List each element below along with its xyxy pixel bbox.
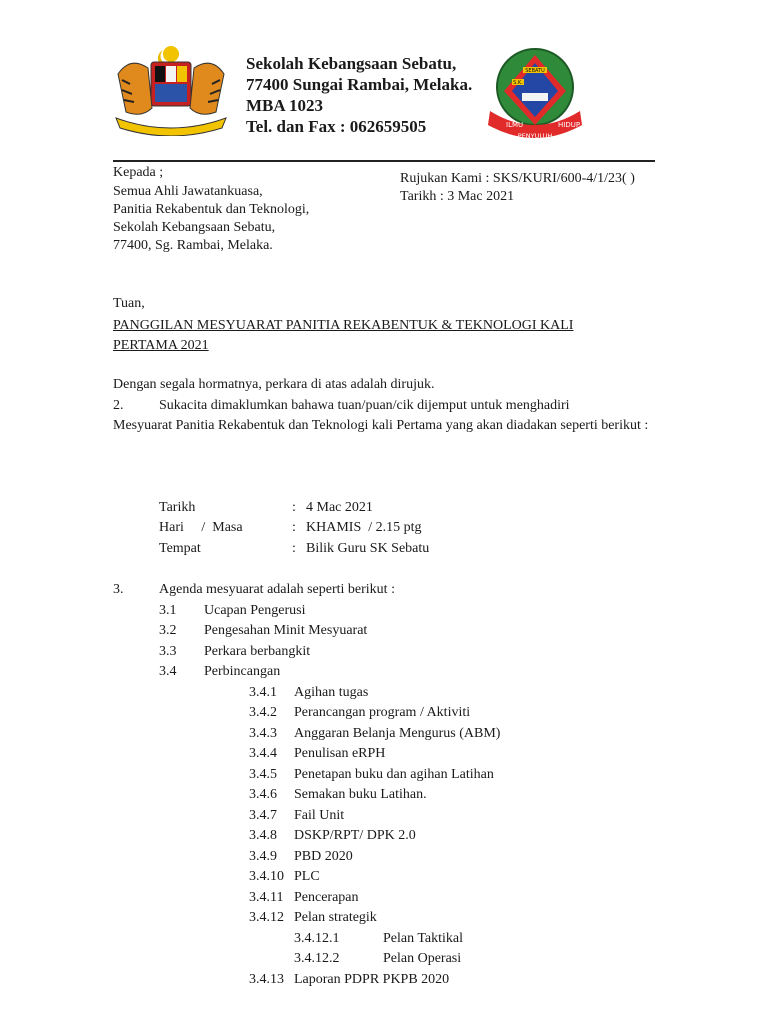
detail-value-day-time: KHAMIS / 2.15 ptg <box>306 520 422 535</box>
subitem-number: 3.4.2 <box>249 705 277 720</box>
subitem-text: Agihan tugas <box>294 685 369 700</box>
subitem-number: 3.4.12 <box>249 910 284 925</box>
reference-number: Rujukan Kami : SKS/KURI/600-4/1/23( ) <box>400 171 635 186</box>
subsubitem-number: 3.4.12.1 <box>294 931 340 946</box>
header-divider <box>113 160 655 162</box>
subitem-number: 3.4.7 <box>249 808 277 823</box>
subitem-text: Pencerapan <box>294 890 359 905</box>
paragraph-2-rest: Mesyuarat Panitia Rekabentuk dan Teknologi kali Pertama yang akan diadakan seperti berikut : <box>113 418 649 433</box>
subsubitem-text: Pelan Operasi <box>383 951 462 966</box>
paragraph-2-first-line: Sukacita dimaklumkan bahawa tuan/puan/cik dijemput untuk menghadiri <box>159 398 570 413</box>
school-phone: Tel. dan Fax : 062659505 <box>246 117 427 136</box>
agenda-item-number: 3.2 <box>159 623 177 638</box>
recipient-line2: Semua Ahli Jawatankuasa, <box>113 184 263 199</box>
recipient-line5: 77400, Sg. Rambai, Melaka. <box>113 238 273 253</box>
agenda-item-text: Pengesahan Minit Mesyuarat <box>204 623 368 638</box>
salutation: Tuan, <box>113 296 145 311</box>
school-badge-logo <box>484 45 586 145</box>
subitem-text: PLC <box>294 869 320 884</box>
subitem-text: Penulisan eRPH <box>294 746 386 761</box>
subitem-text: Pelan strategik <box>294 910 377 925</box>
badge-sk-text: S.K. <box>513 80 523 86</box>
subitem-text: Laporan PDPR PKPB 2020 <box>294 972 450 987</box>
subitem-text: Perancangan program / Aktiviti <box>294 705 471 720</box>
school-code: MBA 1023 <box>246 96 323 115</box>
subitem-number: 3.4.5 <box>249 767 277 782</box>
subitem-number: 3.4.8 <box>249 828 277 843</box>
agenda-intro: Agenda mesyuarat adalah seperti berikut : <box>159 582 395 597</box>
detail-label-date: Tarikh <box>159 500 196 515</box>
subitem-number: 3.4.4 <box>249 746 277 761</box>
agenda-item-text: Ucapan Pengerusi <box>204 603 306 618</box>
subitem-text: Fail Unit <box>294 808 345 823</box>
detail-sep-place: : <box>292 541 296 556</box>
subitem-number: 3.4.10 <box>249 869 284 884</box>
agenda-number: 3. <box>113 582 124 597</box>
subject-line2: PERTAMA 2021 <box>113 338 209 353</box>
subitem-text: Semakan buku Latihan. <box>294 787 427 802</box>
agenda-item-number: 3.3 <box>159 644 177 659</box>
detail-value-place: Bilik Guru SK Sebatu <box>306 541 430 556</box>
badge-band-left: ILMU <box>506 121 524 129</box>
subitem-text: Penetapan buku dan agihan Latihan <box>294 767 494 782</box>
school-address: 77400 Sungai Rambai, Melaka. <box>246 75 473 94</box>
subitem-text: Anggaran Belanja Mengurus (ABM) <box>294 726 501 741</box>
paragraph-1: Dengan segala hormatnya, perkara di atas adalah dirujuk. <box>113 377 435 392</box>
agenda-item-text: Perbincangan <box>204 664 281 679</box>
detail-sep-date: : <box>292 500 296 515</box>
detail-label-day-time: Hari / Masa <box>159 520 243 535</box>
badge-top-text: SEBATU <box>525 68 545 74</box>
agenda-item-number: 3.1 <box>159 603 177 618</box>
reference-date: Tarikh : 3 Mac 2021 <box>400 189 515 204</box>
subitem-number: 3.4.1 <box>249 685 277 700</box>
subsubitem-number: 3.4.12.2 <box>294 951 340 966</box>
paragraph-2-number: 2. <box>113 398 124 413</box>
detail-label-place: Tempat <box>159 541 201 556</box>
subitem-number: 3.4.6 <box>249 787 277 802</box>
badge-band-mid: PENYULUH <box>517 132 553 140</box>
subject-line1: PANGGILAN MESYUARAT PANITIA REKABENTUK & TEKNOLOGI KALI <box>113 318 574 333</box>
subitem-number: 3.4.11 <box>249 890 284 905</box>
detail-sep-day-time: : <box>292 520 296 535</box>
recipient-line4: Sekolah Kebangsaan Sebatu, <box>113 220 276 235</box>
detail-value-date: 4 Mac 2021 <box>306 500 373 515</box>
coat-of-arms-logo <box>110 44 232 136</box>
badge-band-right: HIDUP <box>558 121 581 129</box>
recipient-line3: Panitia Rekabentuk dan Teknologi, <box>113 202 310 217</box>
recipient-kepada: Kepada ; <box>113 165 164 180</box>
subitem-number: 3.4.13 <box>249 972 284 987</box>
subitem-text: PBD 2020 <box>294 849 353 864</box>
agenda-item-text: Perkara berbangkit <box>204 644 311 659</box>
subitem-number: 3.4.9 <box>249 849 277 864</box>
subsubitem-text: Pelan Taktikal <box>383 931 464 946</box>
subitem-number: 3.4.3 <box>249 726 277 741</box>
subitem-text: DSKP/RPT/ DPK 2.0 <box>294 828 416 843</box>
school-name: Sekolah Kebangsaan Sebatu, <box>246 54 457 73</box>
agenda-item-number: 3.4 <box>159 664 177 679</box>
